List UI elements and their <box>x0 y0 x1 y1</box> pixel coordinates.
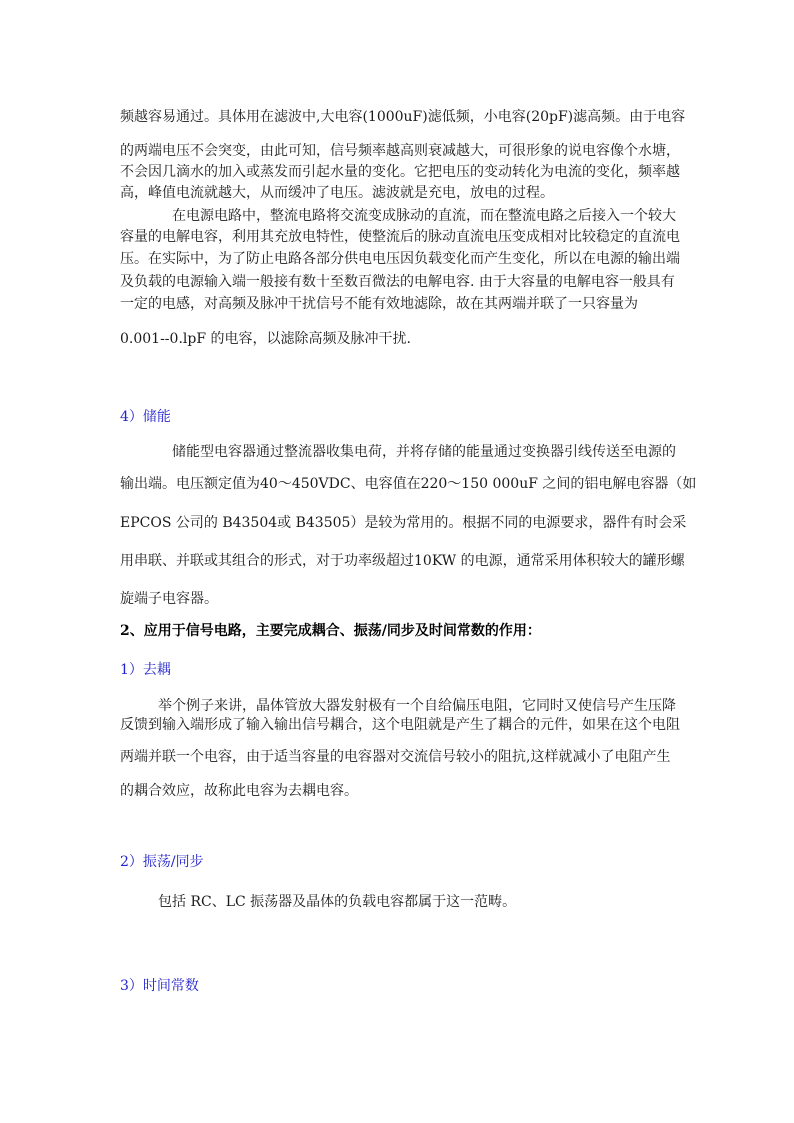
text-line: 一定的电感，对高频及脉冲干扰信号不能有效地滤除，故在其两端并联了一只容量为 <box>120 296 638 312</box>
section-heading-storage: 4）储能 <box>120 409 171 425</box>
section-heading-time-constant: 3）时间常数 <box>120 978 199 994</box>
section-heading-signal-circuit: 2、应用于信号电路，主要完成耦合、振荡/同步及时间常数的作用： <box>120 623 541 639</box>
text-line: 0.001--0.lpF 的电容，以滤除高频及脉冲干扰. <box>120 331 411 347</box>
text-line: 的两端电压不会突变，由此可知，信号频率越高则衰减越大，可很形象的说电容像个水塘， <box>120 143 680 159</box>
text-line: 用串联、并联或其组合的形式，对于功率级超过10KW 的电源，通常采用体积较大的罐形螺 <box>120 553 685 569</box>
text-line: 压。在实际中，为了防止电路各部分供电电压因负载变化而产生变化，所以在电源的输出端 <box>120 251 680 267</box>
text-line: 在电源电路中，整流电路将交流变成脉动的直流，而在整流电路之后接入一个较大 <box>172 208 676 224</box>
text-line: 储能型电容器通过整流器收集电荷，并将存储的能量通过变换器引线传送至电源的 <box>172 444 676 460</box>
text-line: 包括 RC、LC 振荡器及晶体的负载电容都属于这一范畴。 <box>158 894 517 910</box>
text-line: 两端并联一个电容，由于适当容量的电容器对交流信号较小的阻抗,这样就减小了电阻产生 <box>120 749 671 765</box>
text-line: 反馈到输入端形成了输入输出信号耦合，这个电阻就是产生了耦合的元件，如果在这个电阻 <box>120 717 680 733</box>
text-line: 高，峰值电流就越大，从而缓冲了电压。滤波就是充电，放电的过程。 <box>120 185 554 201</box>
section-heading-decoupling: 1）去耦 <box>120 662 171 678</box>
section-heading-oscillation: 2）振荡/同步 <box>120 854 204 870</box>
text-line: 容量的电解电容，利用其充放电特性，使整流后的脉动直流电压变成相对比较稳定的直流电 <box>120 229 680 245</box>
text-line: 的耦合效应，故称此电容为去耦电容。 <box>120 783 358 799</box>
text-line: 频越容易通过。具体用在滤波中,大电容(1000uF)滤低频，小电容(20pF)滤高频。由于电容 <box>120 109 686 125</box>
text-line: 举个例子来讲，晶体管放大器发射极有一个自给偏压电阻，它同时又使信号产生压降 <box>158 698 676 714</box>
text-line: 不会因几滴水的加入或蒸发而引起水量的变化。它把电压的变动转化为电流的变化，频率越 <box>120 164 680 180</box>
text-line: 输出端。电压额定值为40～450VDC、电容值在220～150 000uF 之间的铝电解电容器（如 <box>120 476 697 492</box>
text-line: EPCOS 公司的 B43504或 B43505）是较为常用的。根据不同的电源要求，器件有时会采 <box>120 515 687 531</box>
text-line: 及负载的电源输入端一般接有数十至数百微法的电解电容. 由于大容量的电解电容一般具有 <box>120 274 675 290</box>
text-line: 旋端子电容器。 <box>120 591 218 607</box>
